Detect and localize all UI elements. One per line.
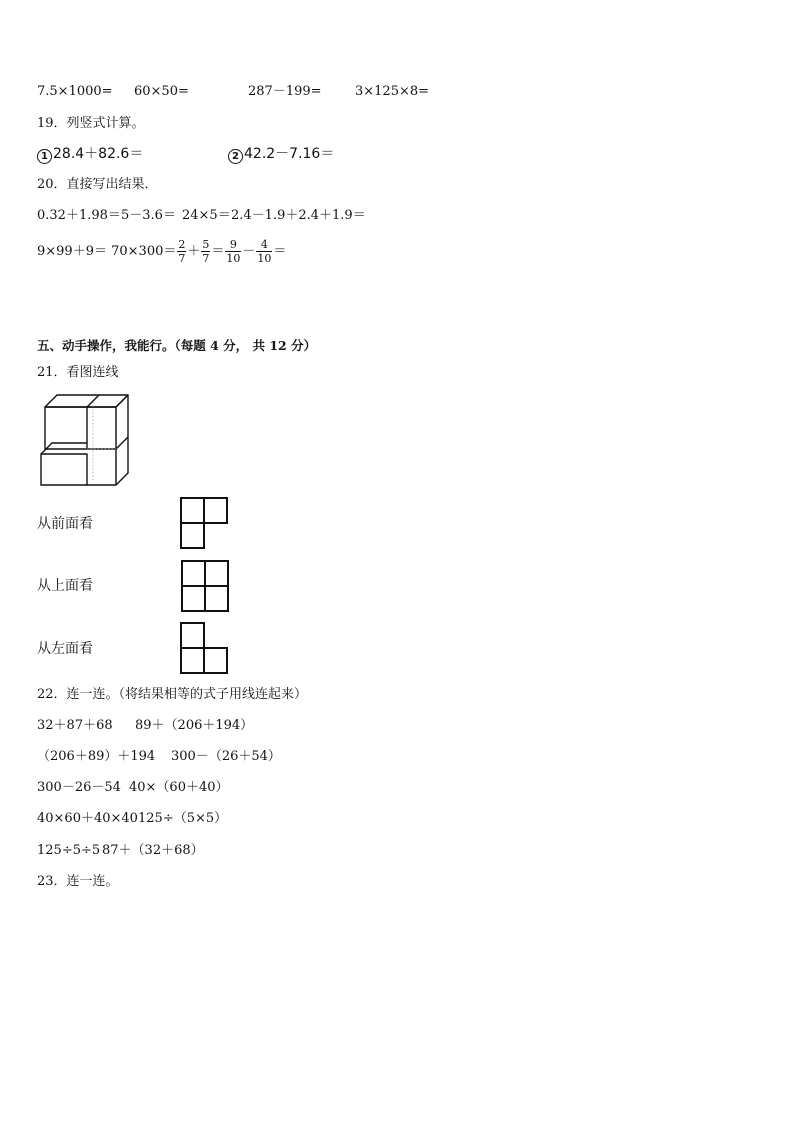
- q19-item-1-expr: 28.4＋82.6＝: [53, 146, 144, 162]
- fraction-numerator: 5: [202, 238, 210, 251]
- fraction-9-10: [225, 238, 241, 265]
- q20-expr-1: 0.32＋1.98＝: [37, 208, 121, 223]
- view-shape-b[interactable]: [181, 560, 231, 613]
- q21-title: 21．看图连线: [37, 365, 119, 380]
- fraction-denominator: 7: [178, 252, 186, 265]
- fraction-2-7: [177, 238, 186, 265]
- q18-expr-3: 287－199=: [248, 84, 322, 99]
- view-left-label: 从左面看: [37, 641, 93, 657]
- q22-right-1[interactable]: 89＋（206＋194）: [135, 718, 254, 733]
- q22-right-3[interactable]: 40×（60＋40）: [129, 780, 229, 795]
- circled-number-1: 1: [37, 149, 52, 164]
- q20-title: 20．直接写出结果．: [37, 177, 158, 192]
- circled-number-2: 2: [228, 149, 243, 164]
- fraction-4-10: [256, 238, 272, 265]
- fraction-numerator: 4: [256, 238, 272, 252]
- cube-stack-figure: [38, 392, 130, 488]
- fraction-denominator: 10: [226, 252, 241, 265]
- q18-expr-4: 3×125×8=: [355, 84, 430, 99]
- view-top-label: 从上面看: [37, 578, 93, 594]
- q19-title: 19．列竖式计算。: [37, 116, 145, 131]
- q20-expr-6: 70×300＝: [111, 244, 177, 259]
- fraction-denominator: 10: [257, 252, 272, 265]
- q20-expr-4: 2.4－1.9＋2.4＋1.9＝: [231, 208, 366, 223]
- equals-sign: ＝: [211, 244, 225, 259]
- fraction-denominator: 7: [202, 252, 210, 265]
- q19-item-1: [37, 146, 143, 164]
- view-shape-a[interactable]: [180, 497, 230, 550]
- q22-title: 22．连一连。（将结果相等的式子用线连起来）: [37, 687, 308, 702]
- plus-sign: ＋: [187, 244, 201, 259]
- q20-expr-3: 24×5＝: [182, 208, 231, 223]
- q18-expr-1: 7.5×1000=: [37, 84, 113, 99]
- fraction-5-7: [201, 238, 210, 265]
- q22-left-1[interactable]: 32＋87＋68: [37, 718, 113, 733]
- view-shape-c[interactable]: [180, 622, 230, 676]
- minus-sign: －: [242, 244, 256, 259]
- q20-row-2: [37, 236, 286, 268]
- q22-left-5[interactable]: 125÷5÷5: [37, 843, 101, 858]
- q22-right-5[interactable]: 87＋（32＋68）: [102, 843, 204, 858]
- equals-sign: ＝: [273, 244, 287, 259]
- q19-item-2-expr: 42.2－7.16＝: [244, 146, 335, 162]
- fraction-numerator: 2: [178, 238, 186, 251]
- q23-title: 23．连一连。: [37, 874, 119, 889]
- q22-right-2[interactable]: 300－（26＋54）: [171, 749, 281, 764]
- view-front-label: 从前面看: [37, 516, 93, 532]
- q22-left-4[interactable]: 40×60＋40×40: [37, 811, 138, 826]
- q20-expr-2: 5－3.6＝: [121, 208, 176, 223]
- q20-expr-5: 9×99＋9＝: [37, 244, 107, 259]
- q22-left-3[interactable]: 300－26－54: [37, 780, 121, 795]
- q22-left-2[interactable]: （206＋89）＋194: [37, 749, 156, 764]
- q22-right-4[interactable]: 125÷（5×5）: [138, 811, 228, 826]
- q19-item-2: [228, 146, 334, 164]
- section-5-heading: 五、动手操作，我能行。（每题 4 分， 共 12 分）: [37, 338, 317, 353]
- q18-expr-2: 60×50=: [134, 84, 189, 99]
- fraction-numerator: 9: [225, 238, 241, 252]
